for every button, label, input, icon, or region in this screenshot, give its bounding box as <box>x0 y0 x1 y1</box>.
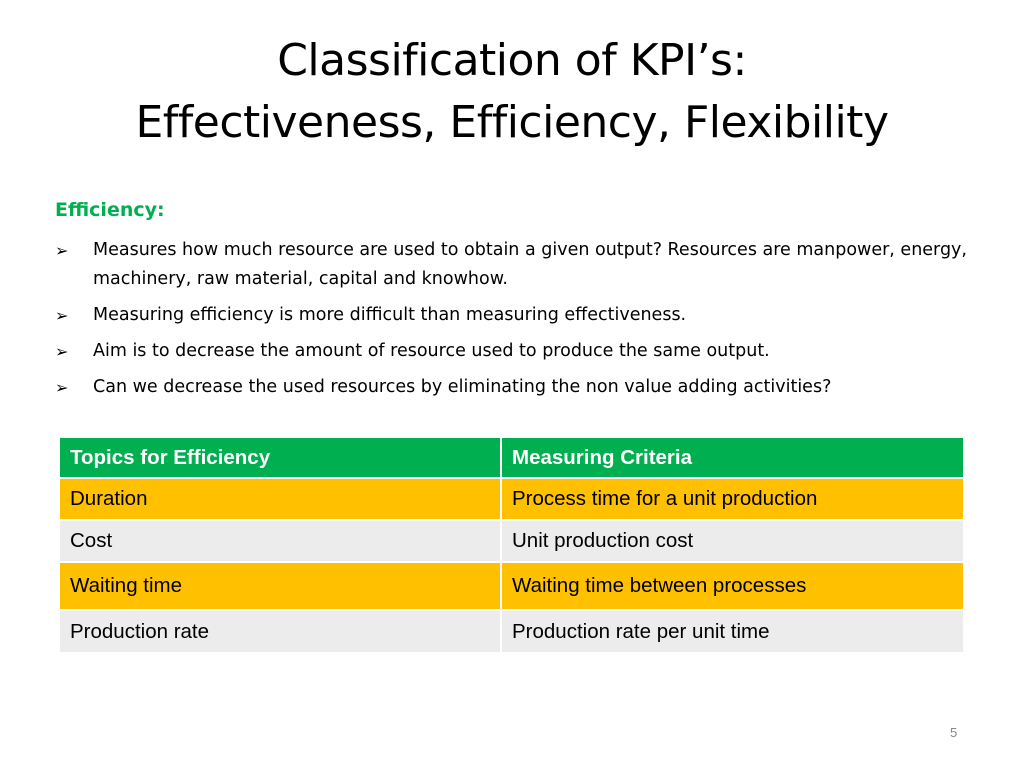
efficiency-table <box>58 436 965 654</box>
table-row <box>59 478 964 520</box>
table-row <box>59 562 964 610</box>
arrow-bullet-icon: ➢ <box>55 342 69 361</box>
bullet-item <box>55 337 975 366</box>
table-cell: Waiting time <box>59 562 501 610</box>
bullet-item <box>55 373 975 402</box>
slide-title-line-1: Classification of KPI’s: <box>277 35 747 86</box>
arrow-bullet-icon: ➢ <box>55 241 69 260</box>
table-row <box>59 520 964 562</box>
table-cell: Unit production cost <box>501 520 964 562</box>
section-heading: Efficiency: <box>55 199 165 221</box>
bullet-text: Measures how much resource are used to obtain a given output? Resources are manpower, energy, machinery, raw material, capital and knowhow. <box>93 240 967 289</box>
bullet-item <box>55 301 975 330</box>
bullet-text: Aim is to decrease the amount of resource used to produce the same output. <box>93 341 770 361</box>
table-cell: Process time for a unit production <box>501 478 964 520</box>
table-cell: Duration <box>59 478 501 520</box>
slide-title-line-2: Effectiveness, Efficiency, Flexibility <box>135 97 889 148</box>
table-cell: Production rate <box>59 610 501 653</box>
table-cell: Cost <box>59 520 501 562</box>
table-header-cell: Measuring Criteria <box>501 437 964 478</box>
arrow-bullet-icon: ➢ <box>55 306 69 325</box>
slide-title <box>0 30 1024 154</box>
bullet-list <box>55 236 975 409</box>
table-header-row <box>59 437 964 478</box>
page-number: 5 <box>950 725 958 740</box>
table-row <box>59 610 964 653</box>
arrow-bullet-icon: ➢ <box>55 378 69 397</box>
bullet-text: Measuring efficiency is more difficult than measuring effectiveness. <box>93 305 687 325</box>
table-cell: Waiting time between processes <box>501 562 964 610</box>
bullet-text: Can we decrease the used resources by eliminating the non value adding activities? <box>93 377 832 397</box>
table-cell: Production rate per unit time <box>501 610 964 653</box>
bullet-item <box>55 236 975 294</box>
table-header-cell: Topics for Efficiency <box>59 437 501 478</box>
